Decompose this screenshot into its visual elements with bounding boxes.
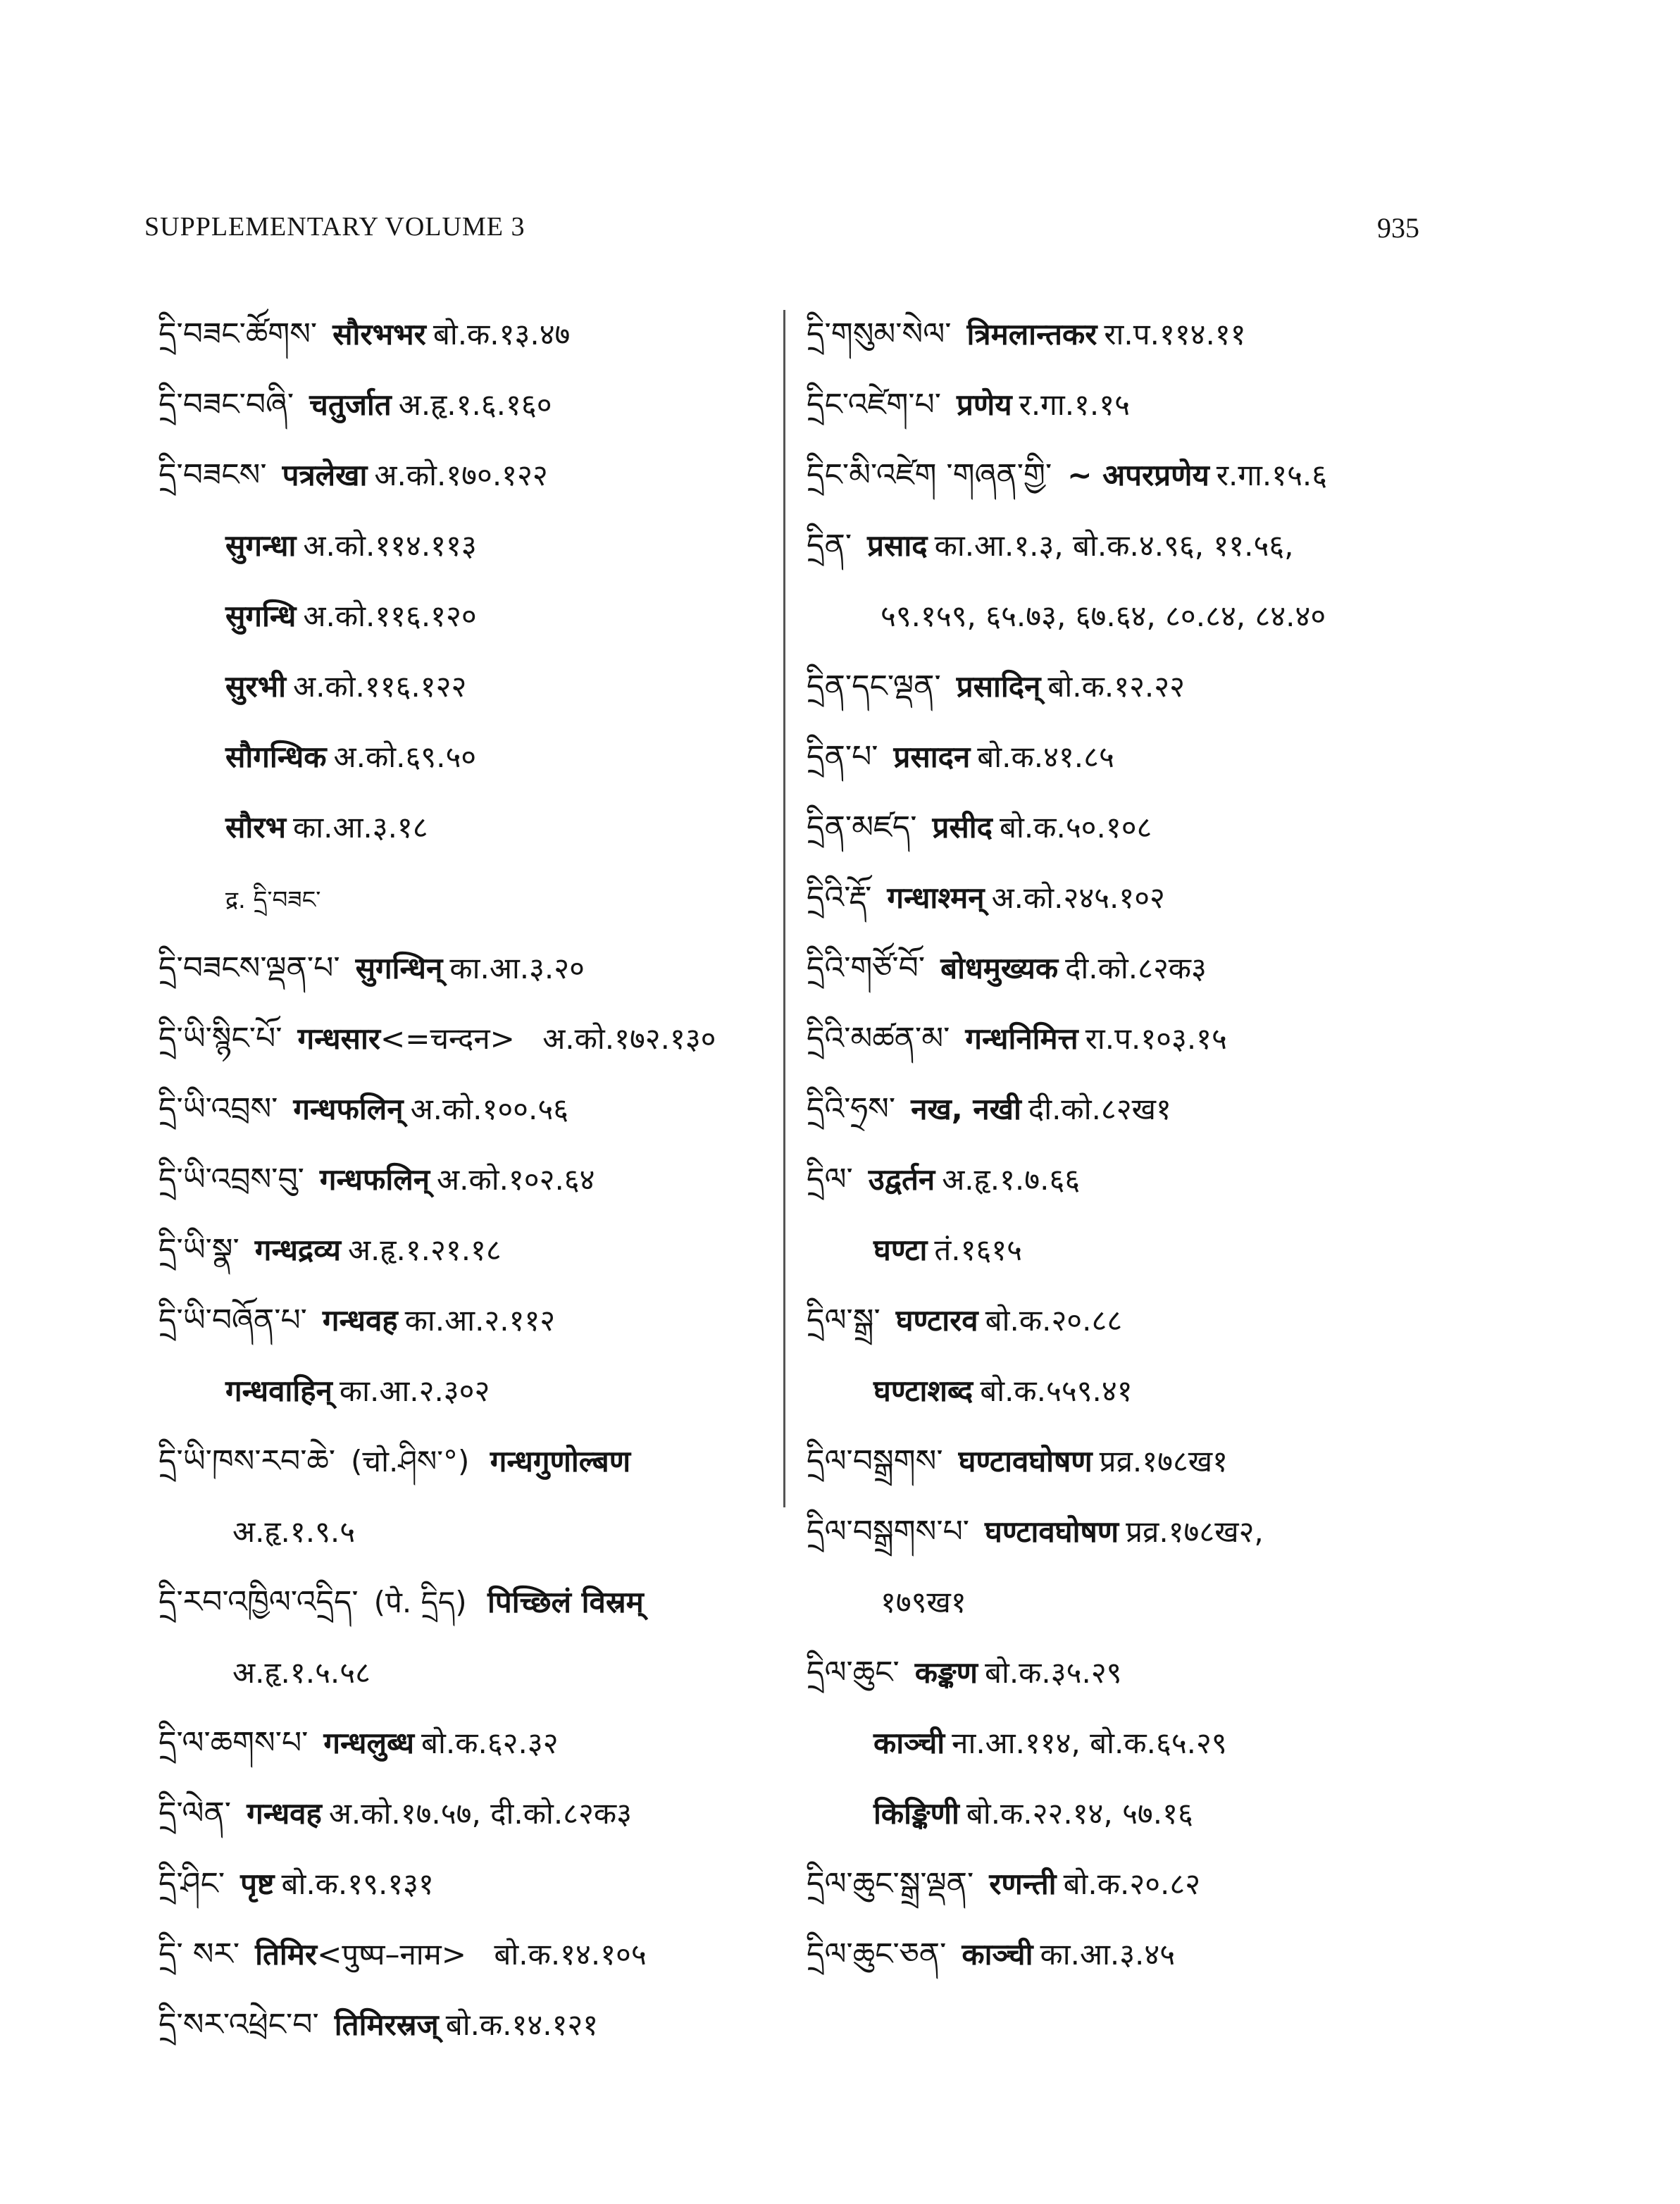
- dictionary-entry: [158, 1285, 771, 1356]
- dictionary-entry: [807, 1285, 1441, 1356]
- sanskrit-equivalent: सौगन्धिक: [225, 740, 327, 774]
- source-reference: अ.को.६९.५०: [333, 740, 477, 774]
- sub-entry: [158, 792, 771, 863]
- sanskrit-equivalent: काञ्ची: [873, 1726, 945, 1760]
- sanskrit-equivalent: सुगन्धि: [225, 599, 297, 633]
- tibetan-headword: དྲི་བཟངས་ལྡན་པ་: [158, 950, 340, 986]
- sanskrit-equivalent: प्रसादिन्: [956, 669, 1041, 704]
- gloss-note: <=चन्दन>: [380, 1021, 515, 1056]
- tibetan-headword: དྲིལ་སྒྲ་: [807, 1302, 881, 1338]
- sub-entry: [158, 652, 771, 722]
- column-divider: [783, 310, 785, 1507]
- sanskrit-equivalent: घण्टाशब्द: [873, 1374, 973, 1408]
- tibetan-headword: དྲིའི་རྡོ་: [807, 880, 872, 916]
- tibetan-headword: དྲི་ཡི་འབྲས་: [158, 1091, 278, 1127]
- dictionary-entry: [807, 440, 1441, 511]
- tibetan-headword: དྲི་བཟང་ཚོགས་: [158, 316, 318, 352]
- dictionary-entry: [807, 1426, 1441, 1497]
- sanskrit-equivalent: बोधमुख्यक: [940, 951, 1059, 985]
- tibetan-headword: དྲིན་: [807, 528, 852, 564]
- source-reference: अ.हृ.१.६.१६०: [398, 387, 552, 422]
- dictionary-entry: [807, 1638, 1441, 1708]
- source-reference: प्रव्र.१७८ख२,: [1126, 1514, 1264, 1549]
- tibetan-headword: དྲི་རབ་འཁྱིལ་འདྲིད་: [158, 1584, 359, 1620]
- sanskrit-equivalent: सुगन्धिन्: [355, 951, 443, 985]
- dictionary-entry: [158, 1779, 771, 1849]
- sanskrit-equivalent: सुगन्धा: [225, 528, 297, 563]
- sanskrit-equivalent: पृष्ट: [240, 1867, 275, 1901]
- sanskrit-equivalent: ~ अपरप्रणेय: [1067, 458, 1209, 492]
- sanskrit-equivalent: पत्रलेखा: [282, 458, 368, 492]
- variant-note: (चो.ཤིས་°): [351, 1444, 470, 1478]
- dictionary-entry: [158, 933, 771, 1004]
- right-column: [807, 299, 1441, 1990]
- source-reference: बो.क.१९.१३१: [281, 1867, 434, 1901]
- tibetan-headword: དྲིང་འཛེག་པ་: [807, 387, 942, 423]
- page-number: 935: [1377, 212, 1419, 244]
- dictionary-entry: [807, 1074, 1441, 1145]
- sanskrit-equivalent: तिमिर: [255, 1937, 318, 1972]
- sub-entry: [158, 581, 771, 652]
- tibetan-headword: དྲིལ་བསྒྲགས་པ་: [807, 1514, 970, 1550]
- source-reference: तं.१६१५: [934, 1233, 1023, 1267]
- source-reference: दी.को.८२ख१: [1028, 1092, 1171, 1126]
- dictionary-entry: [807, 1004, 1441, 1074]
- sanskrit-equivalent: काञ्ची: [962, 1937, 1033, 1972]
- dictionary-entry: [807, 792, 1441, 863]
- sub-entry: [158, 511, 771, 581]
- tibetan-headword: དྲི་ཡི་སྣ་: [158, 1232, 239, 1268]
- sanskrit-equivalent: गन्धवाहिन्: [225, 1374, 332, 1408]
- sanskrit-equivalent: रणन्ती: [989, 1867, 1057, 1901]
- tibetan-headword: དྲི་ཡི་སྙིང་པོ་: [158, 1021, 282, 1057]
- source-reference: बो.क.४१.८५: [977, 740, 1114, 774]
- sanskrit-equivalent: गन्धफलिन्: [319, 1162, 430, 1197]
- tibetan-headword: དྲིལ་: [807, 1162, 853, 1197]
- tibetan-headword: དྲིང་མི་འཛེག ་གཞན་གྱི་: [807, 457, 1052, 493]
- source-reference: बो.क.१४.१२१: [445, 2007, 599, 2042]
- sanskrit-equivalent: गन्धद्रव्य: [254, 1233, 341, 1267]
- source-reference: का.आ.३.१८: [292, 810, 428, 845]
- dictionary-entry: [158, 1849, 771, 1919]
- source-reference: अ.को.१०२.६४: [437, 1162, 595, 1197]
- tibetan-headword: དྲི་བཟང་བཞི་: [158, 387, 294, 423]
- sanskrit-equivalent: गन्धगुणोल्बण: [490, 1444, 631, 1478]
- source-reference: बो.क.१३.४७: [433, 317, 571, 351]
- tibetan-headword: དྲིལ་ཆུང་: [807, 1655, 900, 1691]
- dictionary-entry: [807, 863, 1441, 933]
- sanskrit-equivalent: घण्टारव: [895, 1303, 978, 1338]
- tibetan-headword: དྲིན་མཛད་: [807, 809, 917, 845]
- tibetan-headword: དྲི་བཟངས་: [158, 457, 267, 493]
- tibetan-headword: དྲིའི་གཙོ་བོ་: [807, 950, 926, 986]
- tibetan-headword: དྲི་ཤིང་: [158, 1866, 225, 1902]
- cross-reference-text: द्र. དྲི་བཟང་: [225, 886, 321, 914]
- source-reference: बो.क.१४.१०५: [494, 1937, 647, 1972]
- sanskrit-equivalent: घण्टावघोषण: [985, 1514, 1119, 1549]
- sanskrit-equivalent: गन्धाश्मन्: [887, 880, 985, 915]
- tibetan-headword: དྲི་གསུམ་སེལ་: [807, 316, 952, 352]
- source-reference: अ.हृ.१.९.५: [232, 1514, 356, 1549]
- tibetan-headword: དྲིལ་ཆུང་སྒྲ་ལྡན་: [807, 1866, 974, 1902]
- source-reference: अ.हृ.१.२१.१८: [347, 1233, 502, 1267]
- source-reference: र.गा.१५.६: [1216, 458, 1328, 492]
- source-reference: बो.क.२०.८२: [1063, 1867, 1201, 1901]
- dictionary-entry: [158, 370, 771, 440]
- source-reference: अ.को.१७०.१२२: [374, 458, 548, 492]
- sanskrit-equivalent: तिमिरस्रज्: [334, 2007, 439, 2042]
- source-reference: अ.को.११६.१२०: [303, 599, 477, 633]
- dictionary-entry: [807, 370, 1441, 440]
- sanskrit-equivalent: किङ्किणी: [873, 1796, 959, 1831]
- source-reference: रा.प.११४.११: [1104, 317, 1246, 351]
- sub-entry: [807, 1215, 1441, 1285]
- dictionary-entry: [158, 440, 771, 511]
- source-reference: प्रव्र.१७८ख१: [1099, 1444, 1228, 1478]
- sanskrit-equivalent: चतुर्जात: [309, 387, 392, 422]
- dictionary-entry: [807, 722, 1441, 792]
- sanskrit-equivalent: त्रिमलान्तकर: [966, 317, 1097, 351]
- sanskrit-equivalent: प्रणेय: [957, 387, 1012, 422]
- source-reference: १७९ख१: [881, 1585, 966, 1619]
- source-reference: अ.को.१००.५६: [410, 1092, 569, 1126]
- sanskrit-equivalent: गन्धलुब्ध: [323, 1726, 414, 1760]
- dictionary-entry: [807, 1849, 1441, 1919]
- dictionary-entry: [158, 1215, 771, 1285]
- sanskrit-equivalent: गन्धसार: [297, 1021, 380, 1056]
- tibetan-headword: དྲི་ལ་ཆགས་པ་: [158, 1725, 309, 1761]
- source-reference: का.आ.३.२०: [449, 951, 585, 985]
- source-reference: अ.को.११४.११३: [303, 528, 477, 563]
- sanskrit-equivalent: गन्धवह: [322, 1303, 398, 1338]
- source-reference: बो.क.२०.८८: [985, 1303, 1123, 1338]
- tibetan-headword: དྲིལ་བསྒྲགས་: [807, 1443, 943, 1479]
- sub-entry: [807, 1779, 1441, 1849]
- tibetan-headword: དྲིན་པ་: [807, 739, 878, 775]
- source-reference: का.आ.२.११२: [404, 1303, 556, 1338]
- source-reference: अ.को.२४५.१०२: [991, 880, 1165, 915]
- sanskrit-equivalent: सुरभी: [225, 669, 286, 704]
- dictionary-entry: [158, 1004, 771, 1074]
- sub-entry: [158, 1497, 771, 1567]
- sanskrit-equivalent: गन्धनिमित्त: [965, 1021, 1078, 1056]
- sanskrit-equivalent: गन्धफलिन्: [293, 1092, 404, 1126]
- tibetan-headword: དྲི་སར་འཕྲེང་བ་: [158, 2007, 319, 2043]
- source-reference: अ.को.११६.१२२: [292, 669, 467, 704]
- dictionary-entry: [807, 1145, 1441, 1215]
- dictionary-entry: [158, 1708, 771, 1779]
- sub-entry: [158, 1356, 771, 1426]
- tibetan-headword: དྲི་ཡི་བཞོན་པ་: [158, 1302, 307, 1338]
- gloss-note: <पुष्प–नाम>: [317, 1937, 466, 1972]
- sub-entry: [158, 1638, 771, 1708]
- sanskrit-equivalent: गन्धवह: [247, 1796, 322, 1831]
- sanskrit-equivalent: घण्टा: [873, 1233, 928, 1267]
- source-reference: अ.को.१७२.१३०: [542, 1021, 716, 1056]
- source-reference: बो.क.२२.१४, ५७.१६: [966, 1796, 1193, 1831]
- source-reference: अ.को.१७.५७, दी.को.८२क३: [328, 1796, 632, 1831]
- sanskrit-equivalent: सौरभभर: [332, 317, 426, 351]
- sanskrit-equivalent: प्रसादन: [893, 740, 971, 774]
- dictionary-entry: [807, 1497, 1441, 1567]
- source-reference: र.गा.१.१५: [1019, 387, 1130, 422]
- sanskrit-equivalent: उद्वर्तन: [868, 1162, 935, 1197]
- source-reference: ५९.१५९, ६५.७३, ६७.६४, ८०.८४, ८४.४०: [881, 599, 1326, 633]
- running-head: SUPPLEMENTARY VOLUME 3: [144, 212, 525, 242]
- left-column: [158, 299, 771, 2060]
- dictionary-entry: [158, 1990, 771, 2060]
- sub-entry: [158, 722, 771, 792]
- sanskrit-equivalent: पिच्छिलं विस्रम्: [487, 1585, 644, 1619]
- sub-entry: [807, 1708, 1441, 1779]
- source-reference: बो.क.१२.२२: [1047, 669, 1185, 704]
- tibetan-headword: དྲི་ཡི་ཁས་རབ་ཆེ་: [158, 1443, 336, 1479]
- dictionary-entry: [807, 299, 1441, 370]
- sanskrit-equivalent: प्रसीद: [932, 810, 993, 845]
- sub-entry: [807, 1567, 1441, 1638]
- sanskrit-equivalent: कङ्कण: [914, 1655, 978, 1690]
- source-reference: बो.क.३५.२९: [984, 1655, 1122, 1690]
- dictionary-entry: [158, 1074, 771, 1145]
- dictionary-entry: [807, 933, 1441, 1004]
- source-reference: का.आ.३.४५: [1040, 1937, 1176, 1972]
- source-reference: अ.हृ.१.७.६६: [942, 1162, 1081, 1197]
- source-reference: रा.प.१०३.१५: [1085, 1021, 1227, 1056]
- tibetan-headword: དྲིའི་མཚན་མ་: [807, 1021, 950, 1057]
- sanskrit-equivalent: सौरभ: [225, 810, 286, 845]
- source-reference: का.आ.१.३, बो.क.४.९६, ११.५६,: [934, 528, 1294, 563]
- variant-note: (पे. དྲིད): [373, 1585, 467, 1619]
- dictionary-entry: [158, 1145, 771, 1215]
- source-reference: अ.हृ.१.५.५८: [232, 1655, 371, 1690]
- dictionary-entry: [158, 1919, 771, 1990]
- dictionary-entry: [158, 299, 771, 370]
- dictionary-entry: [807, 652, 1441, 722]
- sanskrit-equivalent: नख, नखी: [911, 1092, 1021, 1126]
- tibetan-headword: དྲི་ཡི་འབྲས་བུ་: [158, 1162, 304, 1197]
- source-reference: बो.क.५०.१०८: [1000, 810, 1152, 845]
- tibetan-headword: དྲིན་དང་ལྡན་: [807, 668, 941, 704]
- sub-entry: [807, 1356, 1441, 1426]
- tibetan-headword: དྲི་ སར་: [158, 1936, 240, 1972]
- cross-reference: [158, 863, 771, 933]
- source-reference: दी.को.८२क३: [1065, 951, 1207, 985]
- dictionary-entry: [158, 1426, 771, 1497]
- dictionary-entry: [158, 1567, 771, 1638]
- source-reference: का.आ.२.३०२: [339, 1374, 490, 1408]
- dictionary-entry: [807, 511, 1441, 581]
- tibetan-headword: དྲིའི་ཧྲས་: [807, 1091, 896, 1127]
- sanskrit-equivalent: घण्टावघोषण: [958, 1444, 1093, 1478]
- source-reference: बो.क.६२.३२: [421, 1726, 559, 1760]
- source-reference: ना.आ.११४, बो.क.६५.२९: [952, 1726, 1227, 1760]
- page-header: [144, 211, 1419, 254]
- dictionary-entry: [807, 1919, 1441, 1990]
- sub-entry: [807, 581, 1441, 652]
- tibetan-headword: དྲིལ་ཆུང་ཅན་: [807, 1936, 947, 1972]
- source-reference: बो.क.५५९.४१: [980, 1374, 1133, 1408]
- tibetan-headword: དྲི་ལེན་: [158, 1795, 232, 1831]
- sanskrit-equivalent: प्रसाद: [867, 528, 928, 563]
